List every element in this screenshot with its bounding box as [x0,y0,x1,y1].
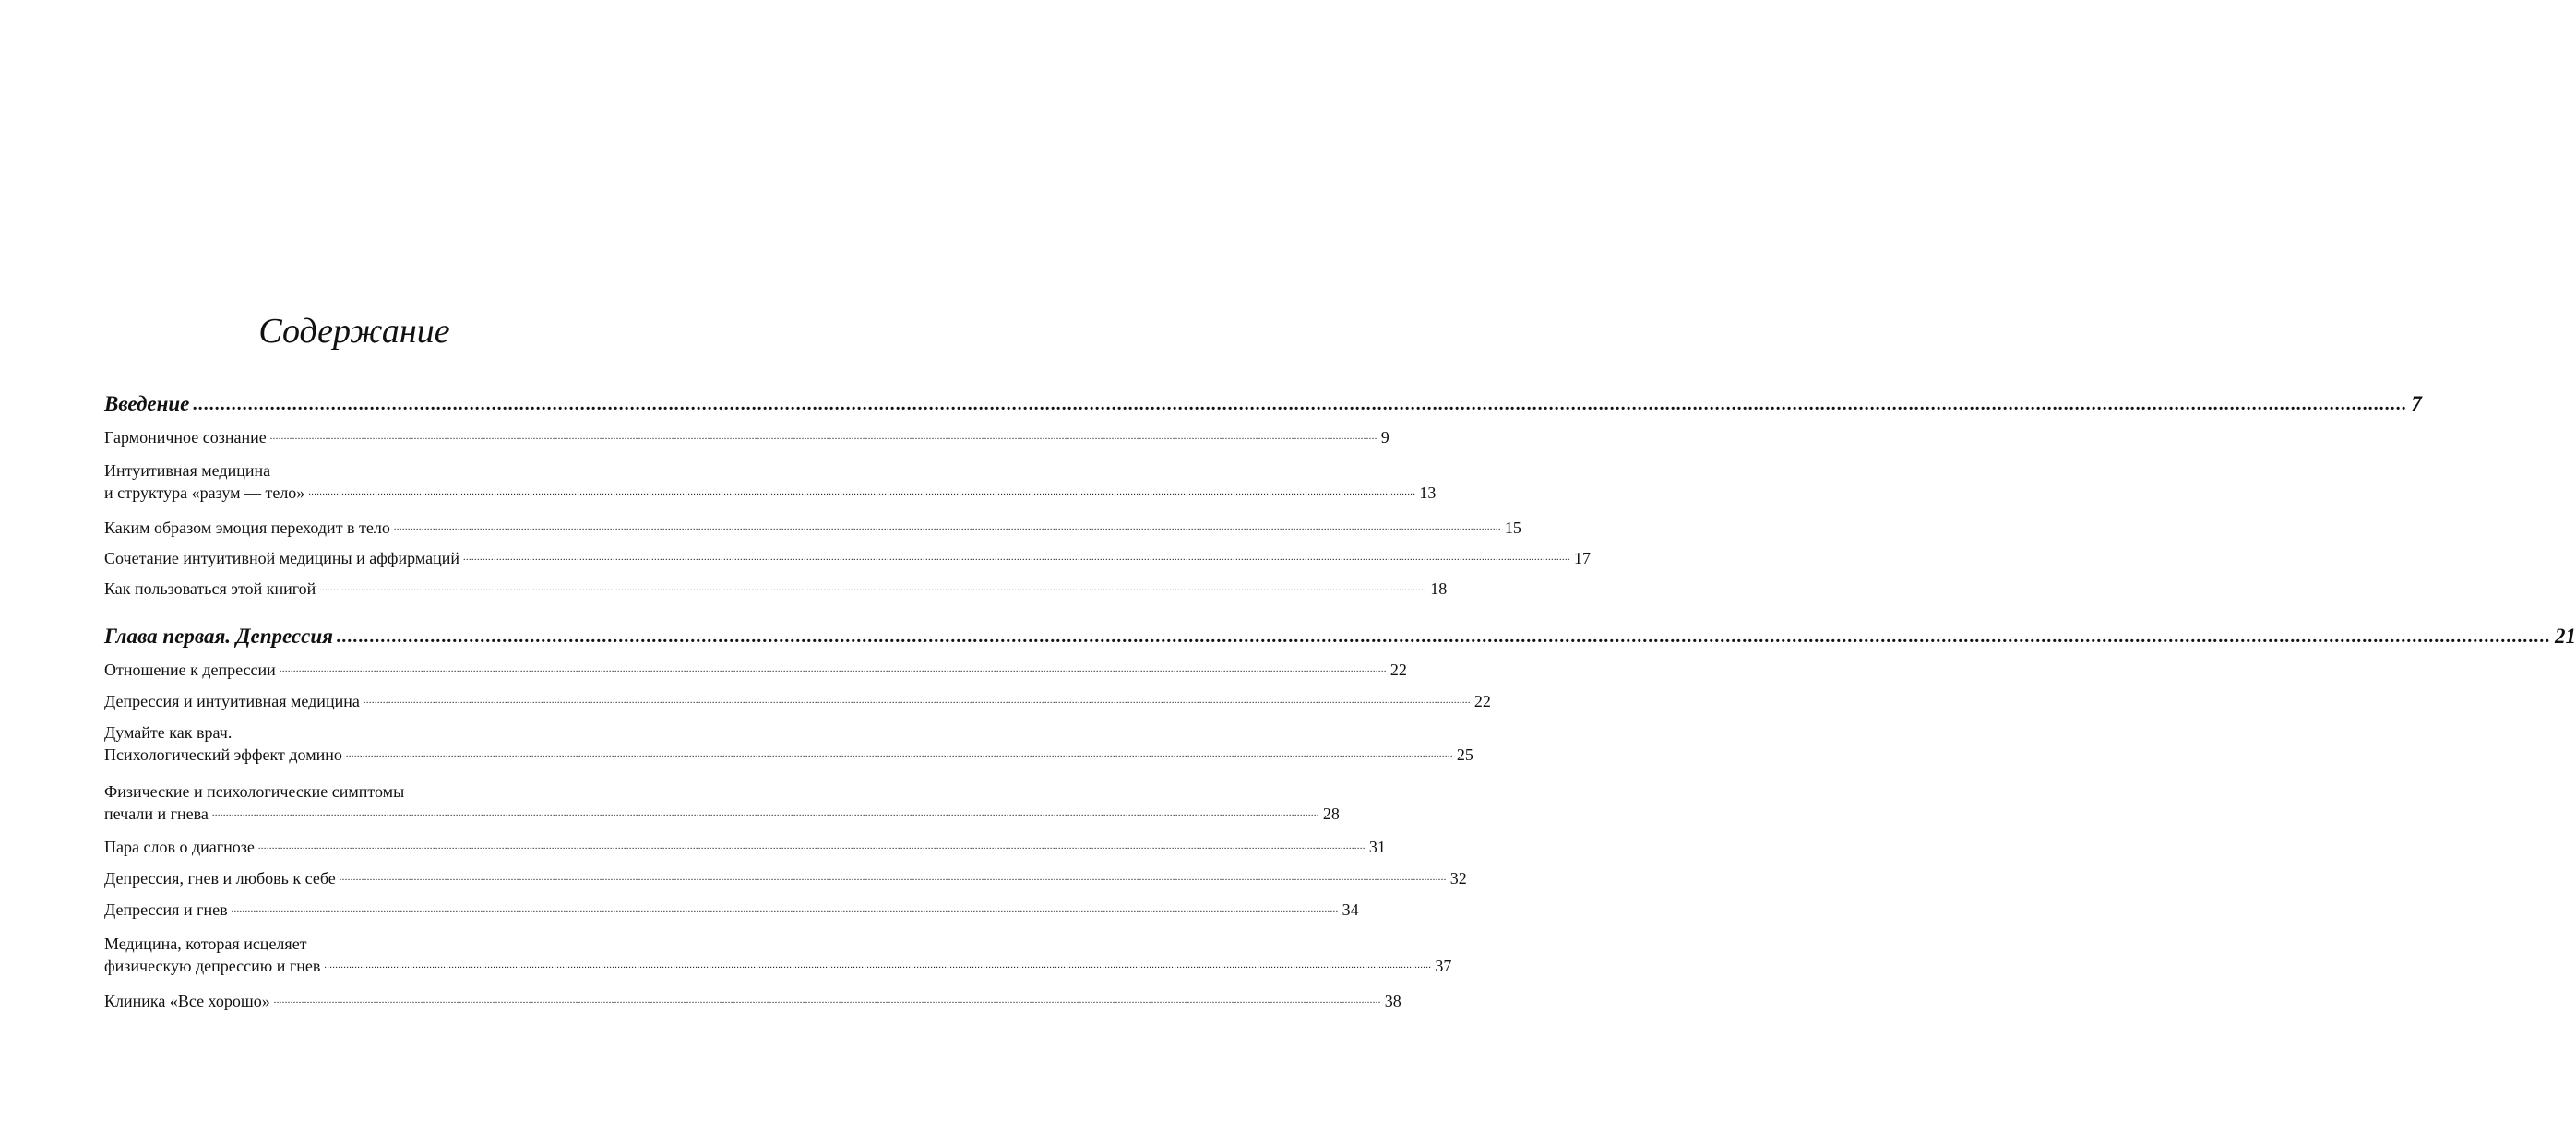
toc-entry-title: физическую депрессию и гнев [104,957,321,975]
toc-entry-title: Пара слов о диагнозе [104,838,255,856]
toc-entry-row [104,803,1340,825]
toc-entry-title: и структура «разум — тело» [104,483,305,502]
toc-entry-row [104,744,1473,766]
dot-leader: ................................................................................................................................................................................................................................................................................................................................................................................................................ [211,808,1319,818]
toc-entry-row [104,547,1591,569]
toc-section-entry [104,659,1407,681]
page-number: 37 [1435,957,1452,975]
page-number: 38 [1384,992,1401,1010]
toc-entry-title: печали и гнева [104,804,209,823]
toc-section-entry [104,547,1591,569]
page-title: Содержание [258,312,450,351]
toc-section-entry [104,578,1448,600]
toc-entry-title: Как пользоваться этой книгой [104,579,316,598]
toc-section-entry [104,836,1386,858]
dot-leader: ................................................................................................................................................................................................................................................................................................................................................................................................................ [345,749,1453,759]
dot-leader: ................................................................................................................................................................................................................................................................................................................................................................................................................ [193,394,2408,414]
toc-entry-title: Сочетание интуитивной медицины и аффирмаций [104,549,459,567]
page-number: 28 [1322,804,1340,823]
toc-entry-row [104,391,2422,417]
dot-leader: ................................................................................................................................................................................................................................................................................................................................................................................................................ [463,553,1570,563]
toc-entry-title: Отношение к депрессии [104,661,276,679]
toc-entry-title-line: Интуитивная медицина [104,461,271,480]
toc-entry-row [104,690,1491,712]
dot-leader: ................................................................................................................................................................................................................................................................................................................................................................................................................ [308,487,1416,497]
dot-leader: ................................................................................................................................................................................................................................................................................................................................................................................................................ [336,626,2551,647]
page-number: 32 [1449,869,1467,888]
toc-section-entry [104,690,1491,712]
toc-section-entry [104,721,1473,766]
page-number: 25 [1456,745,1473,764]
toc-entry-title: Депрессия, гнев и любовь к себе [104,869,336,888]
dot-leader: ................................................................................................................................................................................................................................................................................................................................................................................................................ [393,522,1501,532]
page-number: 9 [1380,428,1389,447]
page-number: 34 [1342,900,1359,919]
dot-leader: ................................................................................................................................................................................................................................................................................................................................................................................................................ [257,841,1366,852]
toc-section-entry [104,899,1359,921]
toc-entry-title: Психологический эффект домино [104,745,342,764]
page-number: 31 [1368,838,1386,856]
page-number: 22 [1473,692,1491,710]
toc-entry-title-line: Физические и психологические симптомы [104,782,405,801]
toc-entry-title-line: Медицина, которая исцеляет [104,935,307,953]
toc-entry-row [104,578,1448,600]
toc-entry-row [104,990,1401,1012]
toc-section-entry [104,990,1401,1012]
page-number: 15 [1504,518,1521,537]
toc-entry-row [104,624,2576,649]
toc-entry-title: Введение [104,392,190,415]
toc-entry-row [104,867,1467,889]
page-number: 13 [1419,483,1437,502]
toc-section-entry [104,517,1521,539]
toc-entry-title: Депрессия и гнев [104,900,228,919]
dot-leader: ................................................................................................................................................................................................................................................................................................................................................................................................................ [319,583,1427,593]
dot-leader: ................................................................................................................................................................................................................................................................................................................................................................................................................ [269,432,1377,442]
toc-entry-row [104,426,1389,448]
toc-entry-row [104,836,1386,858]
toc-chapter-entry [104,391,2422,417]
dot-leader: ................................................................................................................................................................................................................................................................................................................................................................................................................ [363,696,1471,706]
toc-section-entry [104,459,1437,504]
toc-entry-row [104,899,1359,921]
toc-entry-row [104,482,1437,504]
toc-section-entry [104,867,1467,889]
toc-entry-title: Глава первая. Депрессия [104,625,333,648]
toc-section-entry [104,781,1340,825]
toc-chapter-entry [104,624,2576,649]
toc-entry-title: Гармоничное сознание [104,428,267,447]
page-number: 22 [1389,661,1407,679]
dot-leader: ................................................................................................................................................................................................................................................................................................................................................................................................................ [273,995,1381,1006]
toc-entry-row [104,517,1521,539]
toc-entry-title: Депрессия и интуитивная медицина [104,692,360,710]
page-number: 21 [2554,625,2576,648]
toc-entry-title: Клиника «Все хорошо» [104,992,270,1010]
toc-section-entry [104,426,1389,448]
toc-section-entry [104,933,1452,977]
dot-leader: ................................................................................................................................................................................................................................................................................................................................................................................................................ [231,904,1339,914]
toc-entry-row [104,955,1452,977]
toc-entry-row [104,659,1407,681]
page-number: 7 [2411,392,2422,415]
toc-entry-title-line: Думайте как врач. [104,723,233,742]
dot-leader: ................................................................................................................................................................................................................................................................................................................................................................................................................ [324,960,1432,971]
toc-entry-title: Каким образом эмоция переходит в тело [104,518,390,537]
dot-leader: ................................................................................................................................................................................................................................................................................................................................................................................................................ [339,873,1447,883]
page-number: 18 [1430,579,1448,598]
page-number: 17 [1574,549,1591,567]
dot-leader: ................................................................................................................................................................................................................................................................................................................................................................................................................ [279,664,1387,674]
